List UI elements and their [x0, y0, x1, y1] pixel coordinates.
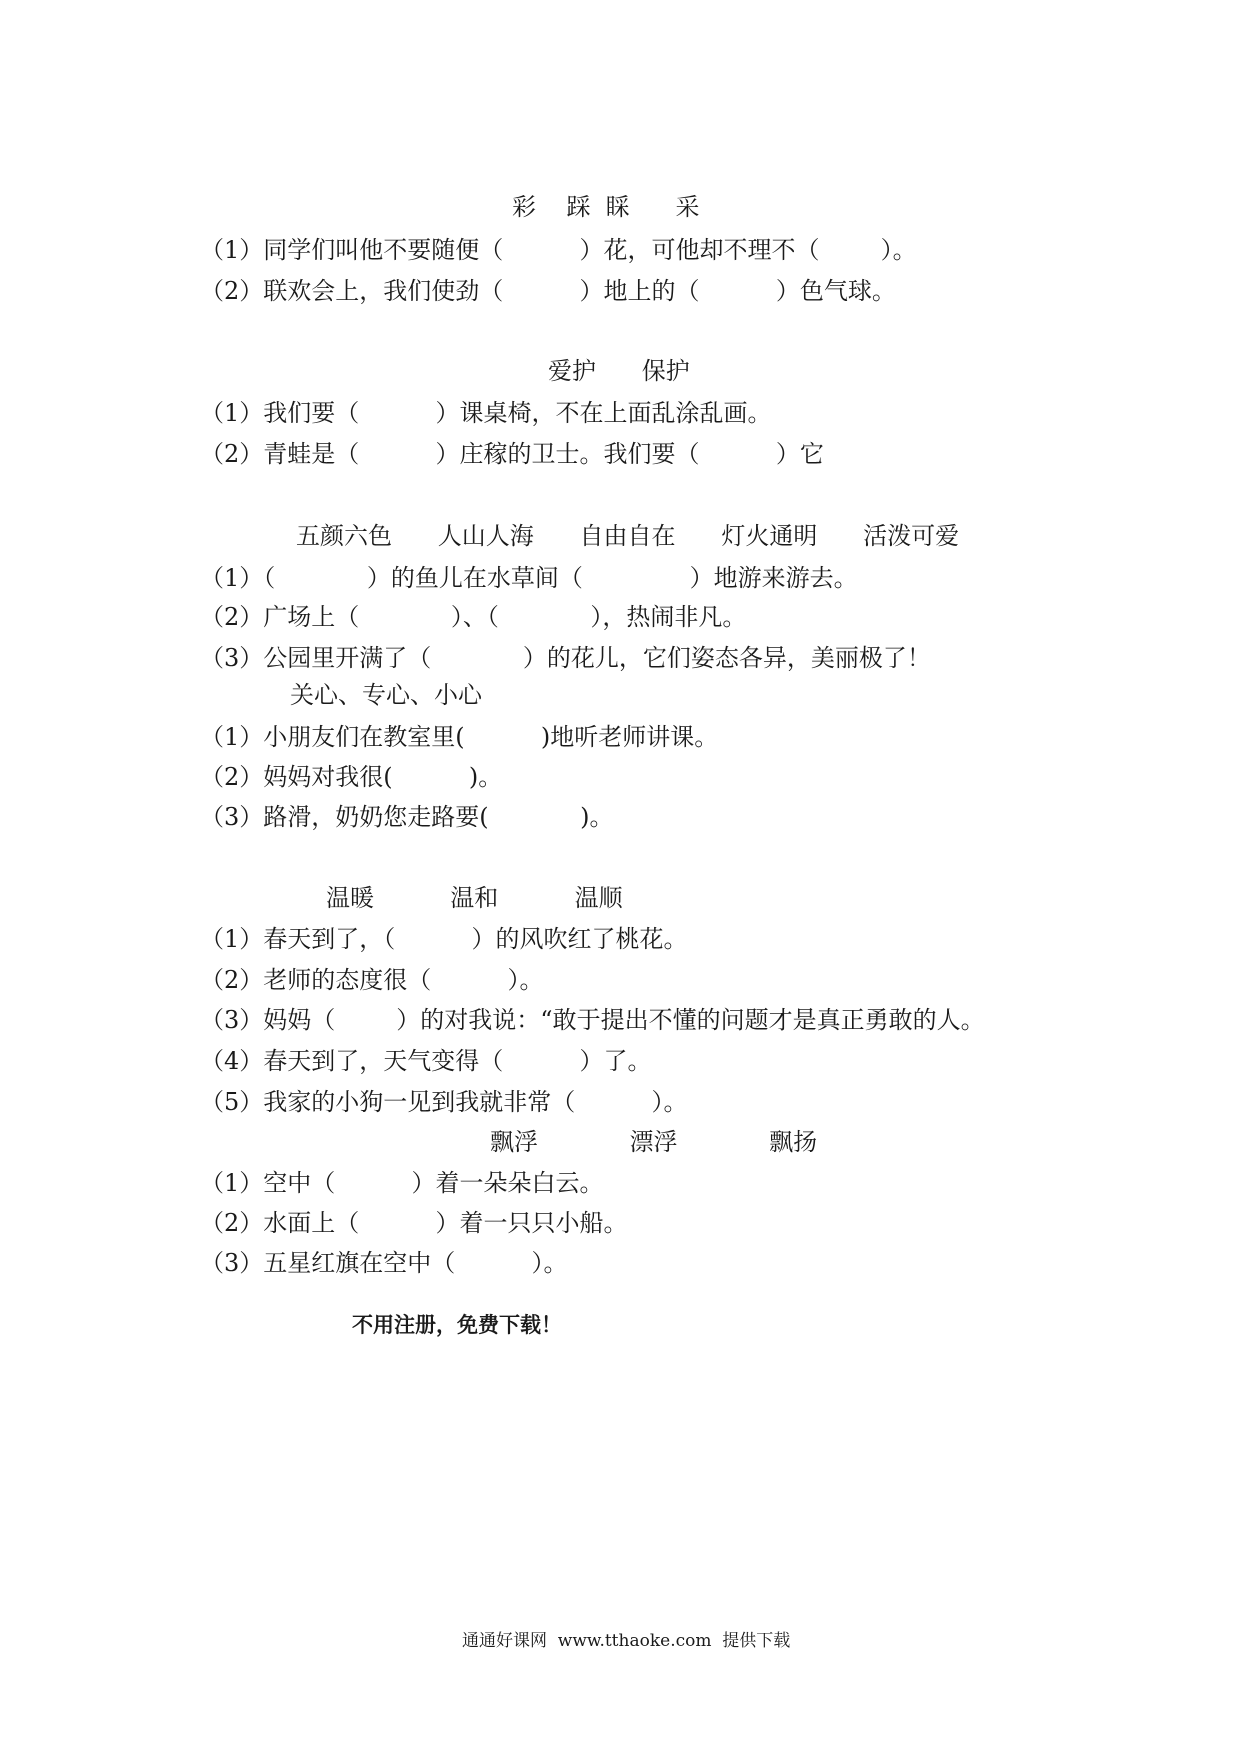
- question-4-2: （2）妈妈对我很( )。: [200, 763, 503, 791]
- question-1-1: （1）同学们叫他不要随便（ ）花，可他却不理不（ ）。: [200, 236, 917, 264]
- promo-text: 不用注册，免费下载！: [352, 1313, 562, 1337]
- question-5-2: （2）老师的态度很（ ）。: [200, 966, 544, 994]
- word-bank-1: 彩 踩 睬 采: [512, 193, 700, 221]
- question-6-2: （2）水面上（ ）着一只只小船。: [200, 1209, 628, 1237]
- question-6-3: （3）五星红旗在空中（ ）。: [200, 1249, 568, 1277]
- question-4-3: （3）路滑，奶奶您走路要( )。: [200, 803, 614, 831]
- question-3-2: （2）广场上（ ）、（ ），热闹非凡。: [200, 603, 747, 631]
- question-5-5: （5）我家的小狗一见到我就非常（ ）。: [200, 1088, 688, 1116]
- word-bank-4: 关心、专心、小心: [290, 681, 482, 709]
- question-2-1: （1）我们要（ ）课桌椅，不在上面乱涂乱画。: [200, 399, 772, 427]
- word-bank-2: 爱护 保护: [548, 357, 690, 385]
- question-2-2: （2）青蛙是（ ）庄稼的卫士。我们要（ ）它: [200, 440, 824, 468]
- question-6-1: （1）空中（ ）着一朵朵白云。: [200, 1169, 604, 1197]
- question-5-1: （1）春天到了，（ ）的风吹红了桃花。: [200, 925, 688, 953]
- question-5-4: （4）春天到了，天气变得（ ）了。: [200, 1047, 652, 1075]
- question-4-1: （1）小朋友们在教室里( )地听老师讲课。: [200, 723, 719, 751]
- word-bank-3: 五颜六色 人山人海 自由自在 灯火通明 活泼可爱: [296, 522, 960, 550]
- word-bank-6: 飘浮 漂浮 飘扬: [490, 1128, 818, 1156]
- question-5-3: （3）妈妈（ ）的对我说：“敢于提出不懂的问题才是真正勇敢的人。: [200, 1006, 985, 1034]
- question-1-2: （2）联欢会上，我们使劲（ ）地上的（ ）色气球。: [200, 277, 896, 305]
- question-3-3: （3）公园里开满了（ ）的花儿，它们姿态各异，美丽极了！: [200, 644, 931, 672]
- word-bank-5: 温暖 温和 温顺: [326, 884, 623, 912]
- question-3-1: （1）（ ）的鱼儿在水草间（ ）地游来游去。: [200, 564, 858, 592]
- page-footer: 通通好课网 www.tthaoke.com 提供下载: [462, 1631, 791, 1651]
